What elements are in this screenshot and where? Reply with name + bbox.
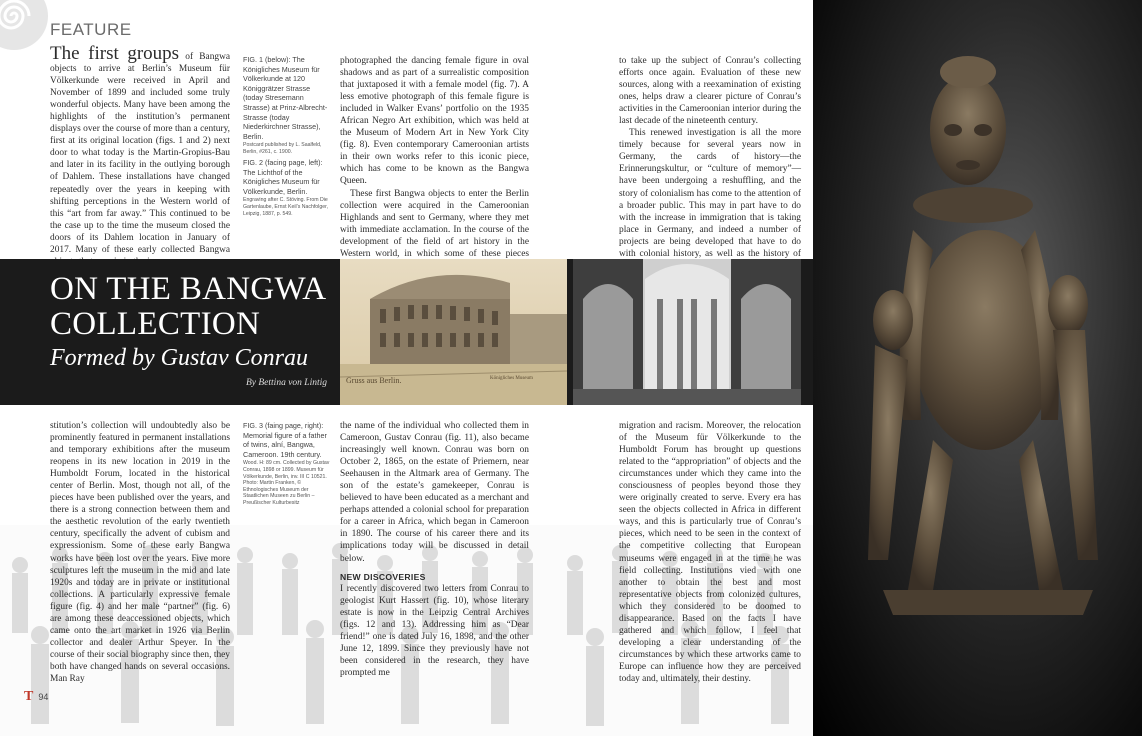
section-label: FEATURE [50,20,132,39]
article-title-line-1: ON THE BANGWA [50,271,327,307]
lichthof-engraving-image [573,259,801,405]
postcard-label: Königliches Museum [490,376,533,381]
col4-top-text [619,55,801,272]
fig1-caption-text: FIG. 1 (below): The Königliches Museum für Völkerkunde at 120 Königgrätzer Strasse (today Stresemann Strasse) at Prinz-Albrecht-Strasse (today Niederkirchner Strasse), Berlin. [243,55,328,141]
fig2-caption-text: FIG. 2 (facing page, left): The Lichthof of the Königliches Museum für Völkerkunde, Berlin. [243,158,323,196]
article-title [50,272,350,342]
fig3-caption-credit: Wood. H: 89 cm. Collected by Gustav Conrau, 1898 or 1899. Museum für Völkerkunde, Berlin, inv. III C 10521. Photo: Martin Franken, © Ethnologisches Museum der Staatlichen Museen zu Berlin – Preußischer Kulturbesitz [243,460,330,506]
col3-bottom-paragraph-1: the name of the individual who collected them in Cameroon, Gustav Conrau (fig. 11), also became increasingly well known. Conrau was born on October 2, 1865, on the estate of Priemern, near Seehausen in the Altmark area of Germany. The son of the estate’s gamekeeper, Conrau is believed to have been educated as a merchant and perhaps attended a colonial school for preparation for a career in Africa, which began in Cameroon in 1890. The course of his career there and its implications today will be discussed in detail below. [340,421,529,564]
intro-text: of Bangwa objects to arrive at Berlin’s Museum für Völkerkunde were received in April and November of 1899 and included some truly wonderful objects. Many have been among the highlights of the institution’s permanent displays over the course of more than a century, first at its original location (figs. 1 and 2) next door to what today is the Martin-Gropius-Bau and later in its facility in the outlying borough of Dahlem. These installations have changed repeatedly over the years in keeping with shifting perceptions in the Western world of this “art from far away.” This continued to be the case up to the time the museum closed the doors of its Dahlem location in January of 2017. Many of these early collected Bangwa [50,52,231,255]
fig3-caption-text: FIG. 3 (faing page, right): Memorial figure of a father of twins, alní, Bangwa, Cameroon. 19th century. [243,421,327,459]
new-discoveries-subhead: NEW DISCOVERIES [340,571,426,582]
postcard-greeting: Gruss aus Berlin. [346,376,402,385]
col4-top-paragraph-1: to take up the subject of Conrau’s collecting efforts once again. Evaluation of these new sources, along with a reexamination of existing ones, helps draw a clearer picture of Conrau’s activities in the Cameroonian interior during the last decade of the nineteenth century. [619,56,801,127]
col3-bottom-text [340,420,529,679]
col4-bottom-text: migration and racism. Moreover, the relocation of the Museum für Völkerkunde to the Humboldt Forum has brought up questions related to the “appropriation” of objects and the circumstances under which they came into the consciousness of peoples beyond those they were originally created to serve. Every era has seen the objects collected in Africa in different ways, and this is particularly true of Conrau’s pieces, which need to be seen in the context of the competitive collecting that European museums were engaged in at the time he was field collecting. Institutions vied with one another to obtain the best and most representative objects from colonized cultures, which they considered to be doomed to disappearance. Based on the facts I have gathered and which follow, I feel that developing a clear understanding of the circumstances by which these artworks came to Europe can influence how they are perceived today and, ultimately, their destiny. [619,421,801,684]
col4-top-paragraph-2: This renewed investigation is all the more timely because for several years now in Germany, the cards of history—the Erinnerungskultur, or “culture of memory”—have been undergoing a reshuffling, and the story of colonialism has come to the attention of a broader public. This may in part have to do with the increase in immigration that is taking place in Germany, and indeed a number of projects are being developed that have to do with colonial history, as well as the history of [619,128,801,259]
col3-top-text [340,55,529,272]
article-title-line-2: COLLECTION [50,306,261,342]
intro-paragraph [50,43,231,268]
spiral-logo-icon [0,0,48,50]
museum-postcard-image [340,259,567,405]
fig1-caption-credit: Postcard published by L. Saalfeld, Berlin, #261, c. 1900. [243,142,322,155]
fig2-caption-credit: Engraving after C. Stöving. From Die Gartenlaube, Ernst Keil’s Nachfolger, Leipzig, 1887, p. 549. [243,197,328,217]
col3-top-paragraph-1: photographed the dancing female figure in oval shadows and as part of a surrealistic composition that juxtaposed it with a female model (fig. 7). A less emotive photograph of this female figure is included in Walker Evans’ portfolio on the 1935 African Negro Art exhibition, which was held at the Museum of Modern Art in New York City (fig. 8). Even contemporary Cameroonian artists in their own works refer to this iconic piece, which has come to be known as the Bangwa Queen. [340,56,529,187]
col3-top-paragraph-2: These first Bangwa objects to enter the Berlin collection were acquired in the Cameroonian Highlands and sent to Germany, where they met with immediate acclamation. In the course of the development of the field of art history in the Western world, in which some of these pieces [340,188,529,259]
article-byline: By Bettina von Lintig [245,378,327,388]
col1-bottom-text: stitution’s collection will undoubtedly also be prominently featured in permanent installations and temporary exhibitions after the museum reopens in its new location in 2019 in the Humboldt Forum, located in the historical center of Berlin. Most, though not all, of the pieces have been published over the years, and there is a strong connection between them and the aesthetic revolution of the early twentieth century, specifically the advent of cubism and expressionism. Some of these early Bangwa works have been lost over the years. Five more sculptures left the museum in the mid and late 1920s and today are in private or institutional collections. A particularly expressive female figure (fig. 4) and her male “partner” (fig. 6) are among these deaccessioned objects, which came onto the art market in 1926 via Berlin collector and dealer Arthur Speyer. In the course of their social biography since then, they both have changed hands on several occasions. Man Ray [50,421,230,684]
memorial-figure-photo [813,0,1142,736]
brand-mark-icon: T [24,689,34,704]
page-footer [24,689,48,705]
page-number: 94 [38,692,49,702]
article-subtitle: Formed by Gustav Conrau [50,345,308,371]
col3-bottom-paragraph-2: I recently discovered two letters from Conrau to geologist Kurt Hassert (fig. 10), whose literary estate is now in the Leipzig Central Archives (figs. 12 and 13). Addressing him as “Dear friend!” one is dated July 16, 1898, and the other June 12, 1899. Since they previously have not been considered in the research, they have prompted me [340,583,529,678]
intro-lead-words: The first groups [50,43,180,64]
fig3-caption [243,421,331,507]
fig2-caption [243,158,331,217]
fig1-caption [243,55,331,156]
